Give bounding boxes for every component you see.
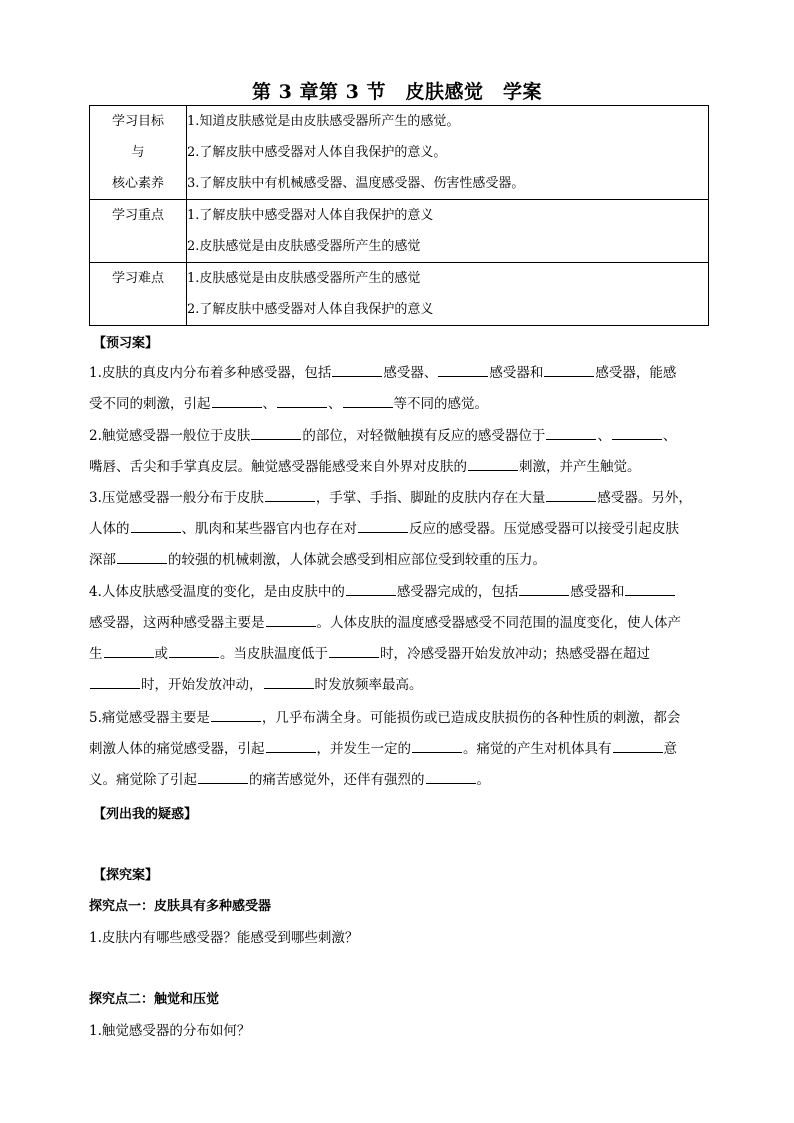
row-content	[187, 263, 709, 326]
doubts-heading: 【列出我的疑惑】	[93, 807, 198, 822]
key-point-item: 2.皮肤感觉是由皮肤感受器所产生的感觉	[187, 239, 421, 254]
table-row	[90, 200, 709, 263]
label-line: 核心素养	[111, 176, 164, 191]
fill-blank[interactable]	[211, 707, 261, 722]
key-point-item: 1.了解皮肤中感受器对人体自我保护的意义	[187, 208, 434, 223]
objectives-table	[89, 105, 709, 326]
fill-blank[interactable]	[212, 393, 262, 408]
difficulty-item: 1.皮肤感觉是由皮肤感受器所产生的感觉	[187, 271, 421, 286]
fill-blank[interactable]	[90, 674, 140, 689]
fill-blank[interactable]	[332, 362, 382, 377]
fill-blank[interactable]	[613, 738, 663, 753]
explore-point-2-question: 1.触觉感受器的分布如何？	[89, 1023, 251, 1039]
table-row	[90, 263, 709, 326]
row-label	[90, 200, 187, 263]
fill-blank[interactable]	[266, 612, 316, 627]
row-content	[187, 200, 709, 263]
fill-blank[interactable]	[198, 769, 248, 784]
explore-heading: 【探究案】	[93, 868, 159, 883]
fill-blank[interactable]	[426, 769, 476, 784]
explore-point-1-title: 探究点一：皮肤具有多种感受器	[89, 899, 272, 914]
row-label	[90, 106, 187, 200]
label-line: 与	[131, 145, 145, 160]
question-3: 3.压觉感受器一般分布于皮肤 ，手掌、手指、脚趾的皮肤内存在大量 感受器。另外， 人体的 、肌肉和某些器官内也存在对 反应的感受器。压觉感受器可以接受引起皮肤 深部 的较强的机械刺激，人体就会感受到相应部位受到较重的压力。	[89, 483, 705, 576]
label-line: 学习目标	[111, 114, 164, 129]
fill-blank[interactable]	[104, 643, 154, 658]
fill-blank[interactable]	[251, 425, 301, 440]
fill-blank[interactable]	[438, 362, 488, 377]
fill-blank[interactable]	[546, 487, 596, 502]
fill-blank[interactable]	[343, 393, 393, 408]
row-label	[90, 263, 187, 326]
question-2: 2.触觉感受器一般位于皮肤 的部位，对轻微触摸有反应的感受器位于 、 、 嘴唇、舌尖和手掌真皮层。触觉感受器能感受来自外界对皮肤的 刺激，并产生触觉。	[89, 421, 705, 483]
fill-blank[interactable]	[544, 362, 594, 377]
explore-point-1-question: 1.皮肤内有哪些感受器？能感受到哪些刺激？	[89, 930, 359, 946]
fill-blank[interactable]	[358, 518, 408, 533]
fill-blank[interactable]	[277, 393, 327, 408]
fill-blank[interactable]	[169, 643, 219, 658]
row-content	[187, 106, 709, 200]
label-line: 学习重点	[111, 208, 164, 223]
fill-blank[interactable]	[612, 425, 662, 440]
fill-blank[interactable]	[412, 738, 462, 753]
fill-blank[interactable]	[546, 425, 596, 440]
difficulty-item: 2.了解皮肤中感受器对人体自我保护的意义	[187, 302, 434, 317]
fill-blank[interactable]	[266, 738, 316, 753]
preview-heading: 【预习案】	[93, 336, 159, 351]
question-5: 5.痛觉感受器主要是 ，几乎布满全身。可能损伤或已造成皮肤损伤的各种性质的刺激，都会 刺激人体的痛觉感受器，引起 ，并发生一定的 。痛觉的产生对机体具有 意 义。痛觉除了引起 的痛苦感觉外，还伴有强烈的 。	[89, 703, 705, 796]
fill-blank[interactable]	[519, 581, 569, 596]
question-1: 1.皮肤的真皮内分布着多种感受器，包括 感受器、 感受器和 感受器，能感 受不同的刺激，引起 、 、 等不同的感觉。	[89, 358, 705, 420]
label-line: 学习难点	[111, 271, 164, 286]
explore-point-2-title: 探究点二：触觉和压觉	[89, 992, 220, 1007]
objective-item: 2.了解皮肤中感受器对人体自我保护的意义。	[187, 145, 447, 160]
fill-blank[interactable]	[329, 643, 379, 658]
fill-blank[interactable]	[625, 581, 675, 596]
table-row	[90, 106, 709, 200]
page-title: 第 3 章第 3 节 皮肤感觉 学案	[252, 81, 542, 103]
objective-item: 1.知道皮肤感觉是由皮肤感受器所产生的感觉。	[187, 114, 460, 129]
fill-blank[interactable]	[131, 518, 181, 533]
fill-blank[interactable]	[346, 581, 396, 596]
question-4: 4.人体皮肤感受温度的变化，是由皮肤中的 感受器完成的，包括 感受器和 感受器，这两种感受器主要是 。人体皮肤的温度感受器感受不同范围的温度变化，使人体产 生 或 。当皮肤温度低于 时，冷感受器开始发放冲动；热感受器在超过 时，开始发放冲动， 时发放频率最高。	[89, 577, 705, 701]
fill-blank[interactable]	[117, 549, 167, 564]
fill-blank[interactable]	[265, 487, 315, 502]
objective-item: 3.了解皮肤中有机械感受器、温度感受器、伤害性感受器。	[187, 176, 525, 191]
fill-blank[interactable]	[468, 456, 518, 471]
fill-blank[interactable]	[264, 674, 314, 689]
